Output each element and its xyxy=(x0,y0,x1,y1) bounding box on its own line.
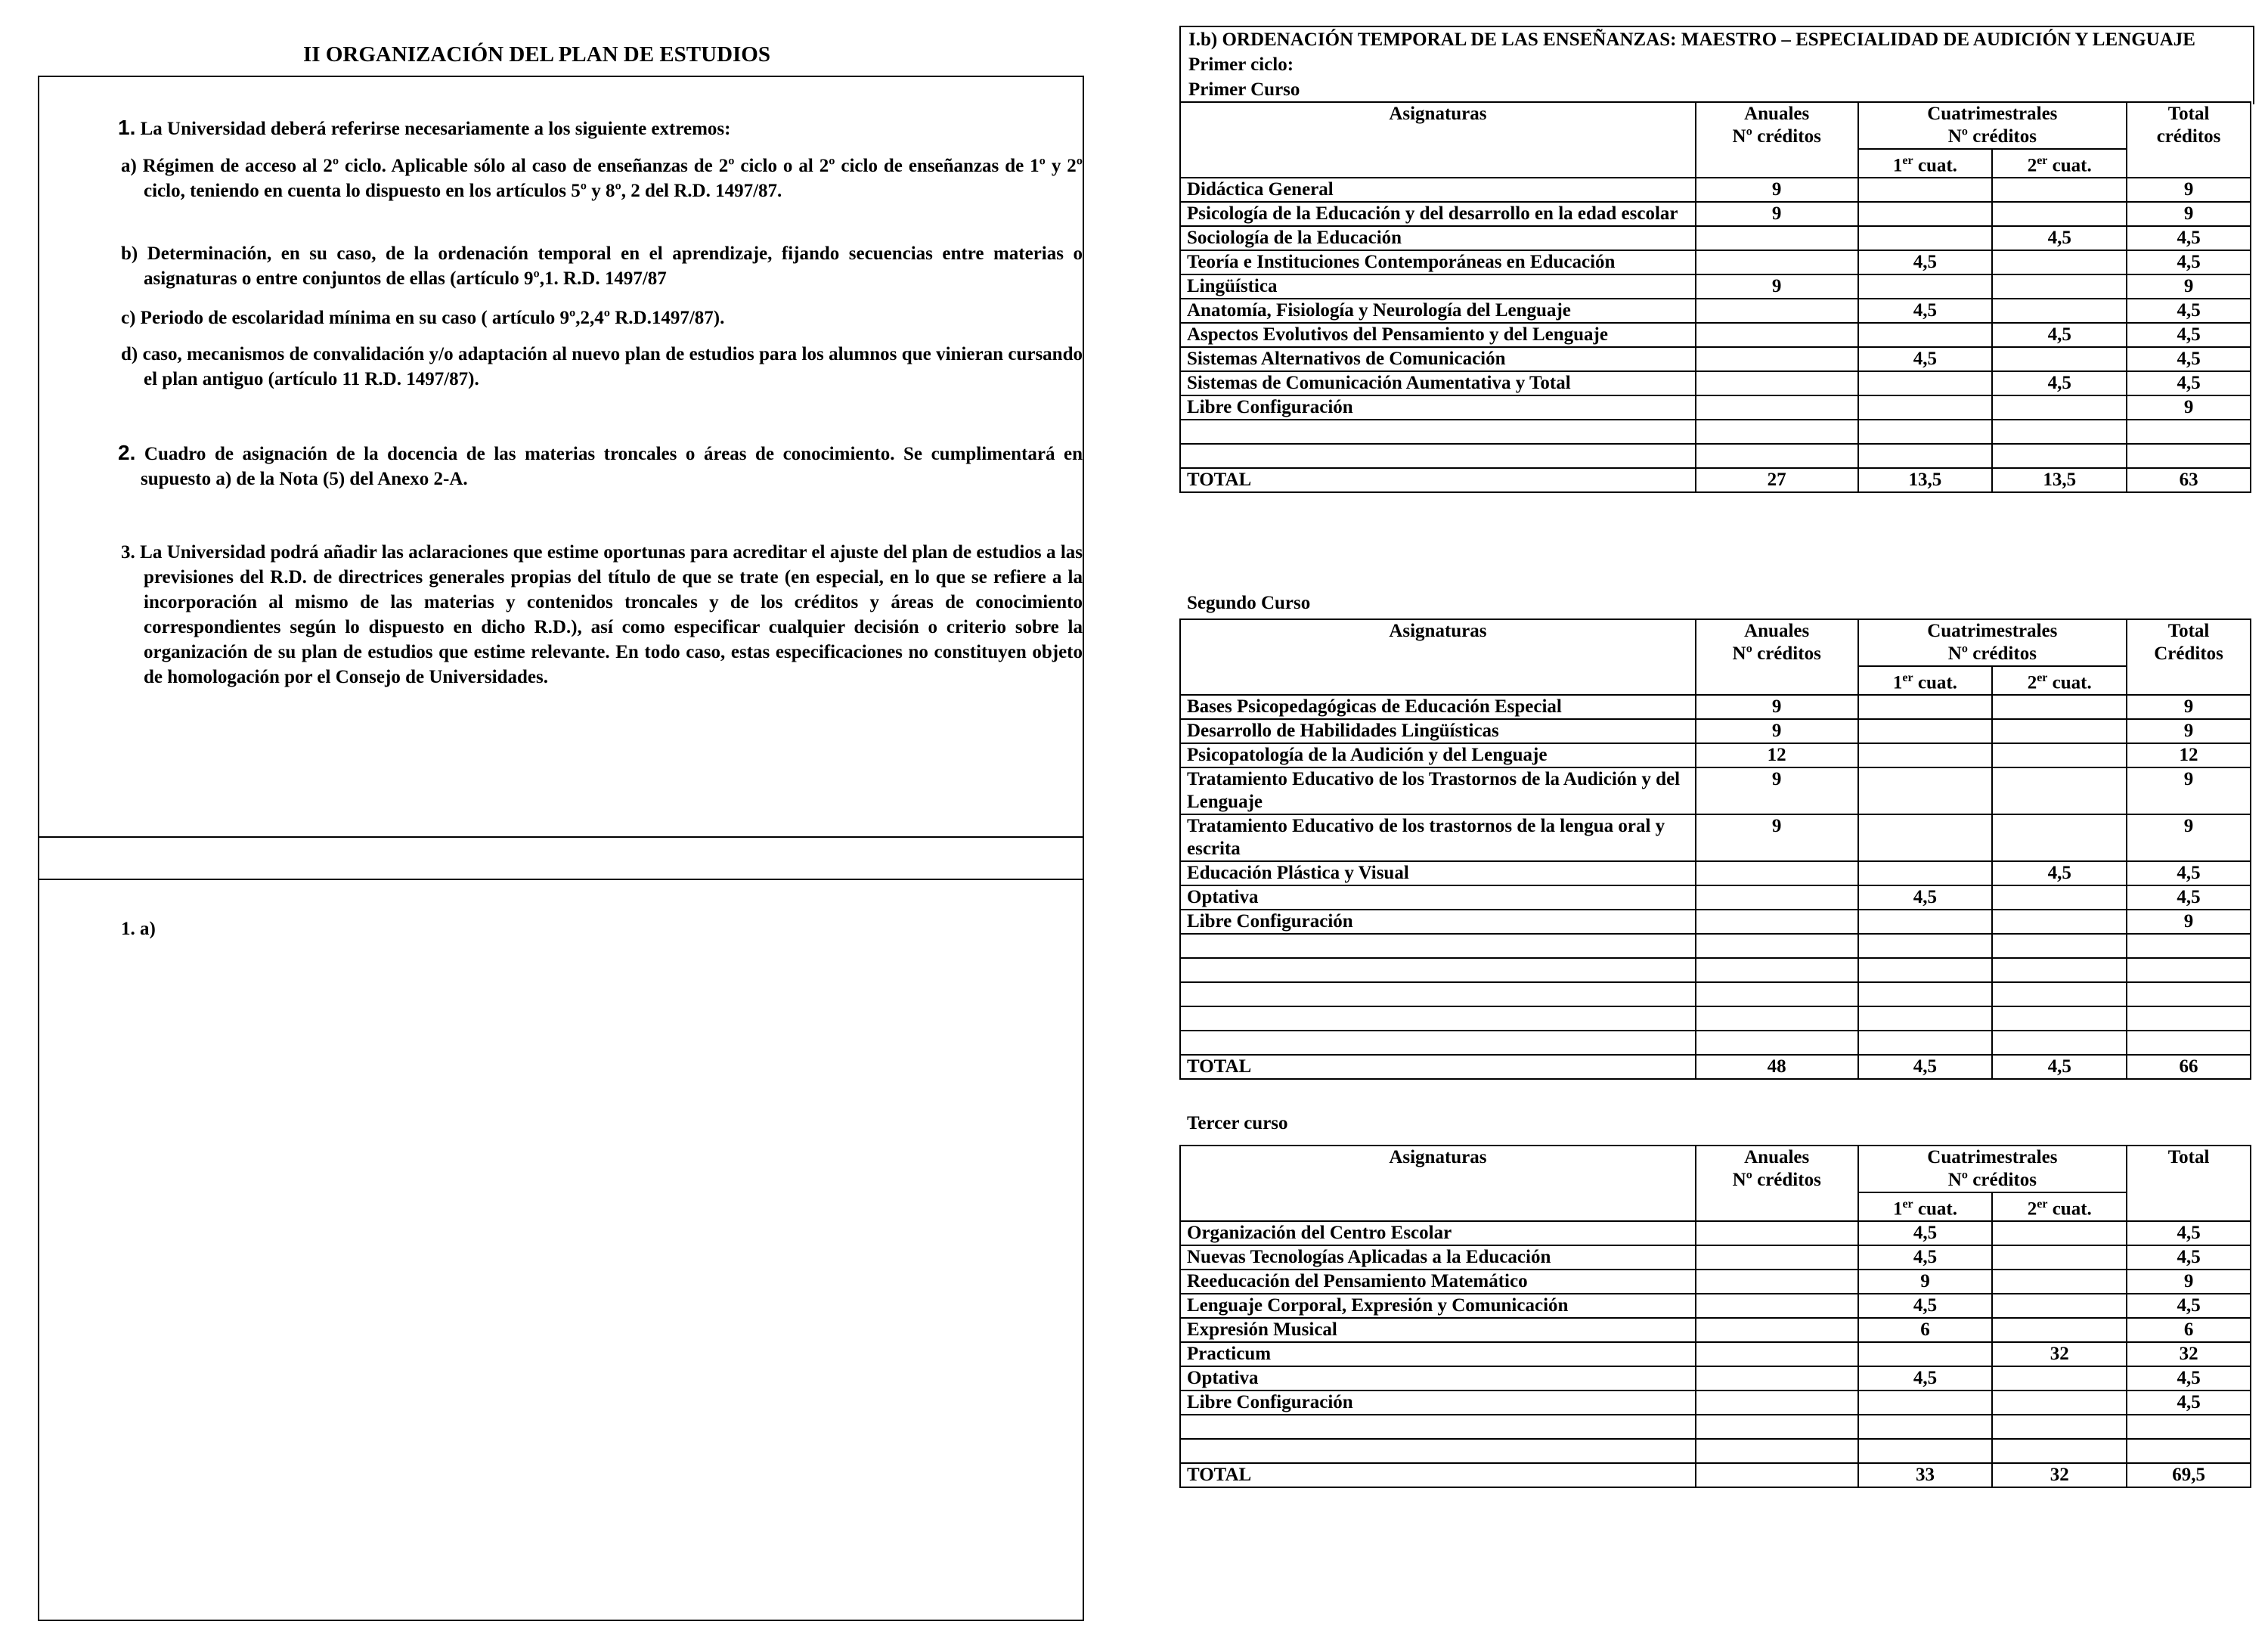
credit-cell xyxy=(1858,1391,1993,1415)
credit-cell xyxy=(1696,885,1858,910)
credit-cell: 9 xyxy=(1696,178,1858,202)
credit-cell: 4,5 xyxy=(2127,1391,2251,1415)
blank-cell xyxy=(1180,420,1696,444)
blank-cell xyxy=(1696,1439,1858,1463)
table-row xyxy=(1180,1366,2251,1391)
col-2er-cuat-sup: er xyxy=(2037,671,2048,684)
subject-cell: Libre Configuración xyxy=(1180,1391,1696,1415)
credit-cell: 9 xyxy=(2127,1270,2251,1294)
total-value: 48 xyxy=(1696,1055,1858,1079)
table-row xyxy=(1180,885,2251,910)
subject-cell: Optativa xyxy=(1180,885,1696,910)
total-value: 69,5 xyxy=(2127,1463,2251,1487)
credit-cell xyxy=(1858,226,1993,250)
credit-cell: 4,5 xyxy=(1858,250,1993,274)
col-cuatri-sub: Nº créditos xyxy=(1947,643,2037,664)
credit-cell xyxy=(1696,910,1858,934)
table-row xyxy=(1180,347,2251,371)
credit-cell: 4,5 xyxy=(2127,1294,2251,1318)
blank-cell xyxy=(1180,934,1696,958)
credit-cell xyxy=(1696,1294,1858,1318)
credit-cell: 4,5 xyxy=(2127,885,2251,910)
blank-cell xyxy=(1992,420,2127,444)
col-anuales-sub: Nº créditos xyxy=(1732,1170,1821,1190)
col-anuales xyxy=(1696,1146,1858,1221)
credit-cell: 4,5 xyxy=(2127,299,2251,323)
total-value: 13,5 xyxy=(1858,468,1993,492)
credit-cell xyxy=(1696,323,1858,347)
blank-cell xyxy=(1696,1415,1858,1439)
table-row xyxy=(1180,767,2251,814)
total-value: 63 xyxy=(2127,468,2251,492)
credit-cell: 9 xyxy=(2127,695,2251,719)
col-1er-cuat-sup: er xyxy=(1902,671,1913,684)
subject-cell: Desarrollo de Habilidades Lingüísticas xyxy=(1180,719,1696,743)
divider xyxy=(39,879,1083,880)
col-1er-cuat-suffix: cuat. xyxy=(1913,672,1957,693)
credit-cell: 12 xyxy=(2127,743,2251,767)
credit-cell: 9 xyxy=(1696,814,1858,861)
subject-cell: Bases Psicopedagógicas de Educación Especial xyxy=(1180,695,1696,719)
credit-cell: 4,5 xyxy=(2127,1366,2251,1391)
blank-cell xyxy=(1858,982,1993,1006)
blank-cell xyxy=(2127,1031,2251,1055)
table-row xyxy=(1180,1342,2251,1366)
item-1: 1. La Universidad deberá referirse necesariamente a los siguiente extremos: xyxy=(118,116,731,139)
total-value: 33 xyxy=(1858,1463,1993,1487)
credit-cell xyxy=(1992,1270,2127,1294)
credit-cell: 4,5 xyxy=(2127,347,2251,371)
credit-cell: 4,5 xyxy=(1858,1221,1993,1245)
primer-curso-table xyxy=(1179,101,2251,493)
credit-cell xyxy=(1696,226,1858,250)
credit-cell xyxy=(1992,743,2127,767)
blank-cell xyxy=(1992,1031,2127,1055)
item-3: 3. La Universidad podrá añadir las aclaraciones que estime oportunas para acreditar el ajuste del plan de estudios a las previsiones del R.D. de directrices generales propias del título de que se trate (en especial, en lo que se refiere a la incorporación al mismo de las materias y contenidos troncales y de los créditos y áreas de conocimiento correspondientes según lo dispuesto en dicho R.D.), así como especificar cualquier decisión o criterio sobre la organización de su plan de estudios que estime relevante. En todo caso, estas especificaciones no constituyen objeto de homologación por el Consejo de Universidades. xyxy=(121,542,1083,687)
credit-cell xyxy=(1696,1342,1858,1366)
subject-cell: Sistemas Alternativos de Comunicación xyxy=(1180,347,1696,371)
blank-cell xyxy=(1696,420,1858,444)
credit-cell: 4,5 xyxy=(1992,371,2127,395)
col-total xyxy=(2127,1146,2251,1221)
table-row xyxy=(1180,226,2251,250)
col-cuatri-label: Cuatrimestrales xyxy=(1927,1147,2058,1167)
credit-cell: 4,5 xyxy=(1992,861,2127,885)
blank-cell xyxy=(1858,1439,1993,1463)
blank-cell xyxy=(1180,1439,1696,1463)
blank-cell xyxy=(1696,444,1858,468)
credit-cell: 9 xyxy=(1858,1270,1993,1294)
col-total-label: Total xyxy=(2167,104,2210,124)
credit-cell xyxy=(1992,719,2127,743)
col-1er-cuat-num: 1 xyxy=(1892,672,1903,693)
credit-cell xyxy=(1992,1221,2127,1245)
credit-cell xyxy=(1696,371,1858,395)
credit-cell xyxy=(1992,347,2127,371)
col-anuales xyxy=(1696,102,1858,178)
subject-cell: Expresión Musical xyxy=(1180,1318,1696,1342)
blank-row xyxy=(1180,934,2251,958)
blank-cell xyxy=(1180,1006,1696,1031)
credit-cell xyxy=(1992,910,2127,934)
col-cuatrimestrales xyxy=(1858,619,2127,666)
col-2er-cuat-suffix: cuat. xyxy=(2047,155,2092,176)
blank-cell xyxy=(1180,444,1696,468)
credit-cell: 9 xyxy=(1696,274,1858,299)
credit-cell xyxy=(1858,371,1993,395)
blank-cell xyxy=(2127,958,2251,982)
col-asignaturas: Asignaturas xyxy=(1180,1146,1696,1221)
subject-cell: Teoría e Instituciones Contemporáneas en Educación xyxy=(1180,250,1696,274)
total-value: 27 xyxy=(1696,468,1858,492)
total-value: 66 xyxy=(2127,1055,2251,1079)
segundo-curso-table xyxy=(1179,619,2251,1080)
credit-cell xyxy=(1696,347,1858,371)
credit-cell xyxy=(1858,1342,1993,1366)
table-row xyxy=(1180,1318,2251,1342)
blank-cell xyxy=(1992,934,2127,958)
col-1er-cuat xyxy=(1858,666,1993,695)
credit-cell xyxy=(1696,1318,1858,1342)
subject-cell: Aspectos Evolutivos del Pensamiento y del Lenguaje xyxy=(1180,323,1696,347)
total-row xyxy=(1180,1463,2251,1487)
table-row xyxy=(1180,1270,2251,1294)
item-1b: b) Determinación, en su caso, de la ordenación temporal en el aprendizaje, fijando secuencias entre materias o asignaturas o entre conjuntos de ellas (artículo 9º,1. R.D. 1497/87 xyxy=(121,243,1083,289)
blank-cell xyxy=(1696,934,1858,958)
item-2: 2. Cuadro de asignación de la docencia de las materias troncales o áreas de conocimiento. Se cumplimentará en supuesto a) de la Nota (5) del Anexo 2-A. xyxy=(118,441,1083,489)
table-row xyxy=(1180,178,2251,202)
credit-cell: 4,5 xyxy=(1858,1366,1993,1391)
blank-cell xyxy=(2127,1006,2251,1031)
subject-cell: Libre Configuración xyxy=(1180,395,1696,420)
credit-cell xyxy=(1696,1221,1858,1245)
total-label: TOTAL xyxy=(1180,468,1696,492)
blank-cell xyxy=(1858,934,1993,958)
total-label: TOTAL xyxy=(1180,1055,1696,1079)
subject-cell: Psicología de la Educación y del desarrollo en la edad escolar xyxy=(1180,202,1696,226)
table-row xyxy=(1180,323,2251,347)
blank-cell xyxy=(1858,1006,1993,1031)
credit-cell xyxy=(1992,202,2127,226)
item-1c: c) Periodo de escolaridad mínima en su caso ( artículo 9º,2,4º R.D.1497/87). xyxy=(121,308,725,328)
blank-cell xyxy=(1858,420,1993,444)
col-anuales-label: Anuales xyxy=(1744,621,1810,641)
credit-cell xyxy=(1992,1391,2127,1415)
subject-cell: Organización del Centro Escolar xyxy=(1180,1221,1696,1245)
credit-cell: 32 xyxy=(2127,1342,2251,1366)
table-row xyxy=(1180,1245,2251,1270)
credit-cell xyxy=(1696,1391,1858,1415)
subject-cell: Reeducación del Pensamiento Matemático xyxy=(1180,1270,1696,1294)
blank-cell xyxy=(1696,1006,1858,1031)
table-row xyxy=(1180,1294,2251,1318)
subject-cell: Lingüística xyxy=(1180,274,1696,299)
subject-cell: Practicum xyxy=(1180,1342,1696,1366)
table-row xyxy=(1180,1221,2251,1245)
col-anuales-sub: Nº créditos xyxy=(1732,126,1821,147)
total-value: 32 xyxy=(1992,1463,2127,1487)
col-asignaturas: Asignaturas xyxy=(1180,102,1696,178)
credit-cell xyxy=(1992,885,2127,910)
col-2er-cuat-suffix: cuat. xyxy=(2047,672,2092,693)
blank-cell xyxy=(1858,444,1993,468)
credit-cell: 32 xyxy=(1992,1342,2127,1366)
col-2er-cuat xyxy=(1992,1192,2127,1221)
credit-cell xyxy=(1696,1270,1858,1294)
blank-cell xyxy=(1180,1031,1696,1055)
col-cuatri-sub: Nº créditos xyxy=(1947,1170,2037,1190)
col-2er-cuat-num: 2 xyxy=(2027,155,2037,176)
credit-cell: 4,5 xyxy=(2127,250,2251,274)
credit-cell xyxy=(1992,250,2127,274)
col-1er-cuat-num: 1 xyxy=(1892,1198,1903,1220)
col-1er-cuat xyxy=(1858,149,1993,178)
total-row xyxy=(1180,1055,2251,1079)
col-cuatri-sub: Nº créditos xyxy=(1947,126,2037,147)
credit-cell: 4,5 xyxy=(1858,885,1993,910)
credit-cell: 12 xyxy=(1696,743,1858,767)
table-row xyxy=(1180,814,2251,861)
blank-row xyxy=(1180,444,2251,468)
credit-cell xyxy=(1858,274,1993,299)
credit-cell: 9 xyxy=(2127,178,2251,202)
blank-row xyxy=(1180,1006,2251,1031)
blank-cell xyxy=(2127,934,2251,958)
credit-cell: 9 xyxy=(1696,695,1858,719)
total-value: 4,5 xyxy=(1858,1055,1993,1079)
credit-cell: 4,5 xyxy=(1858,347,1993,371)
credit-cell xyxy=(1858,695,1993,719)
blank-cell xyxy=(1858,958,1993,982)
blank-cell xyxy=(2127,444,2251,468)
col-1er-cuat-sup: er xyxy=(1902,154,1913,167)
blank-row xyxy=(1180,1415,2251,1439)
tercer-curso-label: Tercer curso xyxy=(1187,1113,1288,1133)
subject-cell: Psicopatología de la Audición y del Lenguaje xyxy=(1180,743,1696,767)
credit-cell xyxy=(1992,274,2127,299)
table-row xyxy=(1180,1391,2251,1415)
table-row xyxy=(1180,274,2251,299)
col-anuales-sub: Nº créditos xyxy=(1732,643,1821,664)
table-row xyxy=(1180,202,2251,226)
table-row xyxy=(1180,299,2251,323)
credit-cell: 4,5 xyxy=(2127,861,2251,885)
blank-cell xyxy=(1180,958,1696,982)
col-2er-cuat-suffix: cuat. xyxy=(2047,1198,2092,1220)
table-row xyxy=(1180,395,2251,420)
credit-cell: 9 xyxy=(1696,767,1858,814)
col-anuales-label: Anuales xyxy=(1744,1147,1810,1167)
credit-cell: 9 xyxy=(1696,719,1858,743)
credit-cell xyxy=(1858,743,1993,767)
subject-cell: Anatomía, Fisiología y Neurología del Lenguaje xyxy=(1180,299,1696,323)
col-2er-cuat xyxy=(1992,149,2127,178)
credit-cell: 6 xyxy=(2127,1318,2251,1342)
blank-cell xyxy=(1696,958,1858,982)
blank-cell xyxy=(1696,1031,1858,1055)
total-label: TOTAL xyxy=(1180,1463,1696,1487)
credit-cell: 9 xyxy=(1696,202,1858,226)
col-cuatri-label: Cuatrimestrales xyxy=(1927,621,2058,641)
subject-cell: Didáctica General xyxy=(1180,178,1696,202)
subject-cell: Tratamiento Educativo de los Trastornos de la Audición y del Lenguaje xyxy=(1180,767,1696,814)
credit-cell: 9 xyxy=(2127,767,2251,814)
credit-cell: 9 xyxy=(2127,814,2251,861)
col-cuatrimestrales xyxy=(1858,102,2127,149)
credit-cell xyxy=(1696,299,1858,323)
credit-cell xyxy=(1992,299,2127,323)
tercer-curso-table xyxy=(1179,1145,2251,1488)
credit-cell: 4,5 xyxy=(2127,323,2251,347)
section-1a-label: 1. a) xyxy=(121,919,156,939)
col-2er-cuat-num: 2 xyxy=(2027,1198,2037,1220)
credit-cell: 4,5 xyxy=(1992,323,2127,347)
col-1er-cuat-sup: er xyxy=(1902,1198,1913,1211)
col-2er-cuat-sup: er xyxy=(2037,154,2048,167)
credit-cell xyxy=(1992,1318,2127,1342)
subject-cell: Tratamiento Educativo de los trastornos de la lengua oral y escrita xyxy=(1180,814,1696,861)
table-row xyxy=(1180,719,2251,743)
credit-cell xyxy=(1696,1366,1858,1391)
subject-cell: Sistemas de Comunicación Aumentativa y Total xyxy=(1180,371,1696,395)
subject-cell: Nuevas Tecnologías Aplicadas a la Educación xyxy=(1180,1245,1696,1270)
credit-cell xyxy=(1696,861,1858,885)
credit-cell xyxy=(1992,178,2127,202)
left-frame xyxy=(38,76,1084,1621)
col-anuales xyxy=(1696,619,1858,695)
blank-cell xyxy=(1992,958,2127,982)
blank-cell xyxy=(1696,982,1858,1006)
blank-cell xyxy=(2127,1439,2251,1463)
credit-cell xyxy=(1992,1366,2127,1391)
col-cuatri-label: Cuatrimestrales xyxy=(1927,104,2058,124)
col-1er-cuat-suffix: cuat. xyxy=(1913,1198,1957,1220)
credit-cell xyxy=(1858,395,1993,420)
credit-cell xyxy=(1858,178,1993,202)
credit-cell xyxy=(1696,395,1858,420)
blank-cell xyxy=(1992,1415,2127,1439)
blank-row xyxy=(1180,1031,2251,1055)
credit-cell xyxy=(1858,861,1993,885)
col-total-label: créditos xyxy=(2156,126,2221,147)
blank-cell xyxy=(1992,1006,2127,1031)
subject-cell: Sociología de la Educación xyxy=(1180,226,1696,250)
blank-row xyxy=(1180,1439,2251,1463)
blank-cell xyxy=(2127,1415,2251,1439)
blank-cell xyxy=(2127,420,2251,444)
credit-cell: 9 xyxy=(2127,719,2251,743)
credit-cell: 4,5 xyxy=(1858,1245,1993,1270)
ordenacion-header: I.b) ORDENACIÓN TEMPORAL DE LAS ENSEÑANZAS: MAESTRO – ESPECIALIDAD DE AUDICIÓN Y LENGUAJE Primer ciclo: Primer Curso xyxy=(1179,26,2254,104)
item-1a: a) Régimen de acceso al 2º ciclo. Aplicable sólo al caso de enseñanzas de 2º ciclo o al 2º ciclo de enseñanzas de 1º y 2º ciclo, teniendo en cuenta lo dispuesto en los artículos 5º y 8º, 2 del R.D. 1497/87. xyxy=(121,156,1083,201)
credit-cell xyxy=(1696,1245,1858,1270)
total-value: 13,5 xyxy=(1992,468,2127,492)
col-total xyxy=(2127,619,2251,695)
credit-cell xyxy=(1992,1294,2127,1318)
credit-cell: 4,5 xyxy=(1858,299,1993,323)
credit-cell xyxy=(1992,767,2127,814)
subject-cell: Optativa xyxy=(1180,1366,1696,1391)
credit-cell: 9 xyxy=(2127,395,2251,420)
blank-cell xyxy=(1180,1415,1696,1439)
table-row xyxy=(1180,250,2251,274)
credit-cell: 4,5 xyxy=(1858,1294,1993,1318)
credit-cell: 4,5 xyxy=(2127,371,2251,395)
segundo-curso-label: Segundo Curso xyxy=(1187,593,1311,613)
credit-cell xyxy=(1858,814,1993,861)
blank-row xyxy=(1180,420,2251,444)
table-row xyxy=(1180,861,2251,885)
subject-cell: Libre Configuración xyxy=(1180,910,1696,934)
credit-cell: 9 xyxy=(2127,274,2251,299)
credit-cell xyxy=(1858,719,1993,743)
credit-cell: 9 xyxy=(2127,910,2251,934)
col-1er-cuat xyxy=(1858,1192,1993,1221)
blank-cell xyxy=(1992,444,2127,468)
col-1er-cuat-num: 1 xyxy=(1892,155,1903,176)
item-1d: d) caso, mecanismos de convalidación y/o adaptación al nuevo plan de estudios para los alumnos que vinieran cursando el plan antiguo (artículo 11 R.D. 1497/87). xyxy=(121,344,1083,389)
credit-cell: 4,5 xyxy=(2127,226,2251,250)
total-value xyxy=(1696,1463,1858,1487)
subject-cell: Educación Plástica y Visual xyxy=(1180,861,1696,885)
subject-cell: Lenguaje Corporal, Expresión y Comunicación xyxy=(1180,1294,1696,1318)
credit-cell xyxy=(1858,323,1993,347)
col-cuatrimestrales xyxy=(1858,1146,2127,1192)
table-row xyxy=(1180,371,2251,395)
col-2er-cuat-sup: er xyxy=(2037,1198,2048,1211)
credit-cell xyxy=(1992,814,2127,861)
table-row xyxy=(1180,695,2251,719)
col-total xyxy=(2127,102,2251,178)
total-row xyxy=(1180,468,2251,492)
col-2er-cuat xyxy=(1992,666,2127,695)
blank-cell xyxy=(1992,1439,2127,1463)
page-title: II ORGANIZACIÓN DEL PLAN DE ESTUDIOS xyxy=(303,42,770,67)
credit-cell xyxy=(1992,395,2127,420)
credit-cell xyxy=(1696,250,1858,274)
credit-cell xyxy=(1858,202,1993,226)
blank-cell xyxy=(1858,1031,1993,1055)
divider xyxy=(39,836,1083,838)
credit-cell xyxy=(1858,910,1993,934)
credit-cell: 9 xyxy=(2127,202,2251,226)
col-total-label: Créditos xyxy=(2154,643,2223,664)
credit-cell: 4,5 xyxy=(2127,1221,2251,1245)
blank-cell xyxy=(1858,1415,1993,1439)
credit-cell: 4,5 xyxy=(2127,1245,2251,1270)
credit-cell: 6 xyxy=(1858,1318,1993,1342)
blank-cell xyxy=(1992,982,2127,1006)
credit-cell xyxy=(1992,695,2127,719)
credit-cell: 4,5 xyxy=(1992,226,2127,250)
blank-cell xyxy=(2127,982,2251,1006)
blank-cell xyxy=(1180,982,1696,1006)
total-value: 4,5 xyxy=(1992,1055,2127,1079)
table-row xyxy=(1180,743,2251,767)
blank-row xyxy=(1180,958,2251,982)
col-anuales-label: Anuales xyxy=(1744,104,1810,124)
table-row xyxy=(1180,910,2251,934)
col-total-label: Total xyxy=(2167,1147,2210,1167)
col-asignaturas: Asignaturas xyxy=(1180,619,1696,695)
col-total-label: Total xyxy=(2167,621,2210,641)
col-2er-cuat-num: 2 xyxy=(2027,672,2037,693)
col-1er-cuat-suffix: cuat. xyxy=(1913,155,1957,176)
credit-cell xyxy=(1992,1245,2127,1270)
credit-cell xyxy=(1858,767,1993,814)
blank-row xyxy=(1180,982,2251,1006)
